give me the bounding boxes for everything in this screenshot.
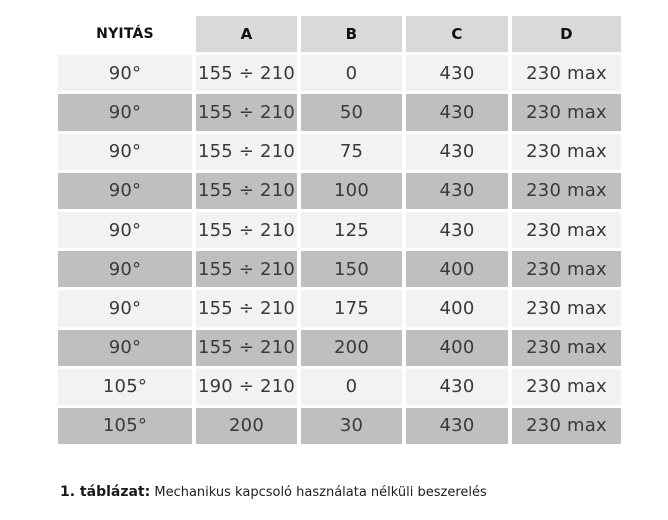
cell-nyitas: 105° <box>58 408 196 447</box>
cell-d: 230 max <box>512 290 621 329</box>
cell-a: 155 ÷ 210 <box>196 212 301 251</box>
cell-a: 155 ÷ 210 <box>196 94 301 133</box>
cell-b: 30 <box>301 408 406 447</box>
cell-a: 155 ÷ 210 <box>196 330 301 369</box>
cell-a: 155 ÷ 210 <box>196 290 301 329</box>
specification-table <box>58 16 621 447</box>
table-row <box>58 369 621 408</box>
cell-c: 430 <box>406 212 512 251</box>
cell-a: 190 ÷ 210 <box>196 369 301 408</box>
cell-b: 200 <box>301 330 406 369</box>
cell-a: 155 ÷ 210 <box>196 55 301 94</box>
table-row <box>58 173 621 212</box>
cell-b: 175 <box>301 290 406 329</box>
header-a: A <box>196 16 301 55</box>
cell-nyitas: 90° <box>58 55 196 94</box>
cell-nyitas: 90° <box>58 290 196 329</box>
cell-a: 200 <box>196 408 301 447</box>
cell-d: 230 max <box>512 134 621 173</box>
cell-c: 430 <box>406 134 512 173</box>
cell-nyitas: 90° <box>58 134 196 173</box>
table-row <box>58 330 621 369</box>
table-row <box>58 251 621 290</box>
header-nyitas: NYITÁS <box>58 16 196 55</box>
caption-text: Mechanikus kapcsoló használata nélküli beszerelés <box>150 485 487 500</box>
cell-nyitas: 90° <box>58 173 196 212</box>
header-d: D <box>512 16 621 55</box>
cell-d: 230 max <box>512 369 621 408</box>
cell-nyitas: 90° <box>58 251 196 290</box>
cell-c: 430 <box>406 55 512 94</box>
cell-c: 430 <box>406 408 512 447</box>
cell-b: 50 <box>301 94 406 133</box>
cell-d: 230 max <box>512 212 621 251</box>
table-row <box>58 290 621 329</box>
cell-d: 230 max <box>512 55 621 94</box>
cell-c: 430 <box>406 173 512 212</box>
header-b: B <box>301 16 406 55</box>
table-caption <box>60 484 487 500</box>
table-row <box>58 94 621 133</box>
cell-d: 230 max <box>512 251 621 290</box>
table-row <box>58 408 621 447</box>
table-header-row <box>58 16 621 55</box>
table-row <box>58 134 621 173</box>
cell-a: 155 ÷ 210 <box>196 134 301 173</box>
caption-label: 1. táblázat: <box>60 484 151 500</box>
cell-d: 230 max <box>512 330 621 369</box>
cell-b: 0 <box>301 369 406 408</box>
cell-b: 150 <box>301 251 406 290</box>
cell-nyitas: 90° <box>58 94 196 133</box>
cell-b: 75 <box>301 134 406 173</box>
cell-b: 100 <box>301 173 406 212</box>
cell-c: 430 <box>406 94 512 133</box>
cell-a: 155 ÷ 210 <box>196 173 301 212</box>
header-c: C <box>406 16 512 55</box>
cell-d: 230 max <box>512 408 621 447</box>
cell-c: 400 <box>406 330 512 369</box>
cell-nyitas: 90° <box>58 330 196 369</box>
cell-nyitas: 90° <box>58 212 196 251</box>
cell-nyitas: 105° <box>58 369 196 408</box>
cell-b: 0 <box>301 55 406 94</box>
table-row <box>58 212 621 251</box>
cell-d: 230 max <box>512 94 621 133</box>
cell-c: 430 <box>406 369 512 408</box>
cell-a: 155 ÷ 210 <box>196 251 301 290</box>
table-row <box>58 55 621 94</box>
cell-b: 125 <box>301 212 406 251</box>
cell-d: 230 max <box>512 173 621 212</box>
cell-c: 400 <box>406 251 512 290</box>
cell-c: 400 <box>406 290 512 329</box>
